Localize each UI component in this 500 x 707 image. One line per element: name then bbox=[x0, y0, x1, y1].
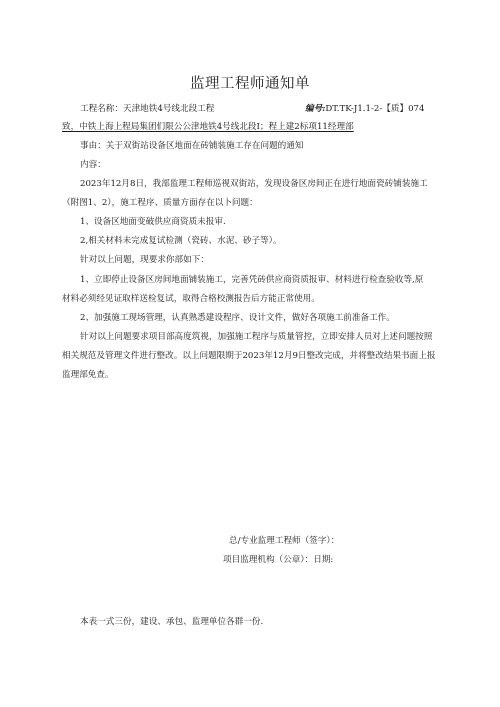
project-name: 工程名称：天津地铁4号线北段工程 bbox=[80, 104, 215, 114]
paragraph-line: 针对以上问题，现要求你部如下： bbox=[80, 255, 209, 265]
paragraph-line: 1、设备区地面变破供应商资质未报审. bbox=[80, 217, 226, 227]
document-title: 监理工程师通知单 bbox=[190, 76, 310, 92]
addressee-line: 致，中铁上海上程局集团们限公公津地铁4号线北段I；程上建2标项11经理部 bbox=[62, 122, 354, 132]
paragraph-line: 监理部免查。 bbox=[62, 370, 114, 380]
organization-seal-label: 项目监理机构（公章）：日期: bbox=[223, 555, 334, 565]
paragraph-line: 2、加强施工现场管理，认真熟悉建设程序、设计文件，做好各项施工前准备工作。 bbox=[80, 313, 395, 323]
paragraph-line: （附图1、2），施工程序、质量方面存在以卜问题： bbox=[62, 198, 258, 208]
document-number-label: 编号: bbox=[305, 104, 326, 114]
engineer-signature-label: 总/专业监理工程师（签字）： bbox=[229, 536, 340, 546]
paragraph-line: 2023年12月8日，我部监理工程师巡视双街站，发现设备区房间正在进行地面瓷砖铺装施工 bbox=[80, 179, 428, 189]
paragraph-line: 1、立即停止设备区房间地面铺装施工，完善凭砖供应商资质报审、材料进行检查验收等,原 bbox=[80, 275, 424, 285]
subject-line: 事由：关于双街站设备区地面在砖铺装施工存在问题的通知 bbox=[80, 141, 304, 151]
paragraph-line: 相关规范及管理文件进行整改。以上问题限期于2023年12月9日整改完成，并将整改结果书面上报 bbox=[62, 351, 436, 361]
paragraph-line: 2,相关材料未完成复试检测（瓷砖、水泥、砂子等）。 bbox=[80, 236, 282, 246]
paragraph-line: 材料必须经见证取样送检复试，取得合格校测报告后方能正常使用。 bbox=[62, 294, 320, 304]
paragraph-line: 针对以上问题要求项目部高度筑视，加强施工程序与质量管控，立即安排人员对上述问题按照 bbox=[80, 332, 433, 342]
content-label: 内容： bbox=[80, 160, 106, 170]
document-number-value: DT.TK-J1.1-2-【质】074 bbox=[325, 104, 425, 114]
document-number bbox=[305, 102, 424, 114]
footer-note: 本表一式三份，建设、承包、监理单位各群一份. bbox=[80, 617, 264, 627]
